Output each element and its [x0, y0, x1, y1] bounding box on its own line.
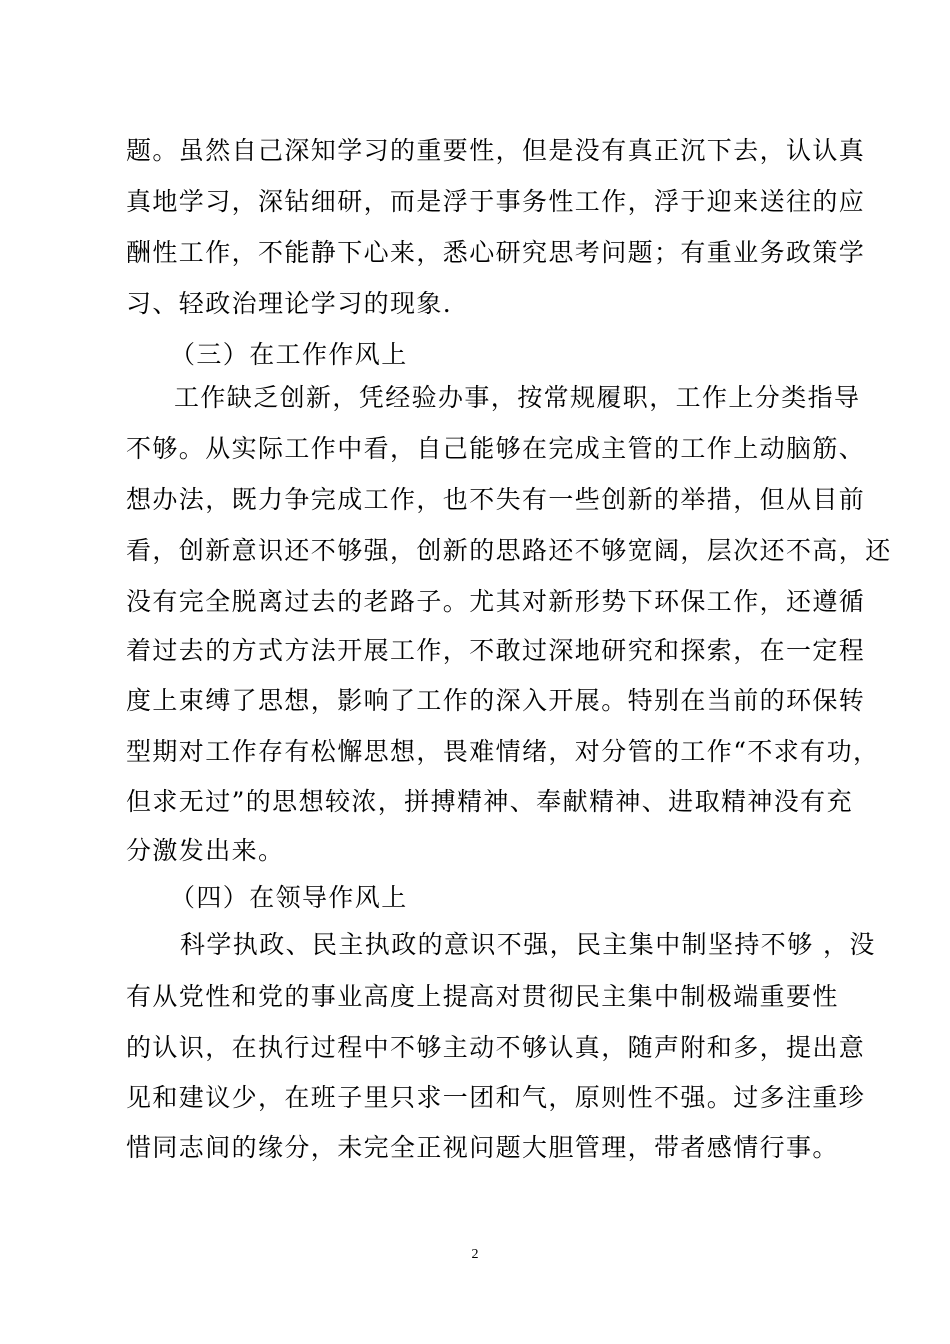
section-heading: （三）在工作作风上	[170, 340, 408, 369]
paragraph-line: 见和建议少，在班子里只求一团和气，原则性不强。过多注重珍	[126, 1083, 866, 1112]
paragraph-line: 真地学习，深钻细研，而是浮于事务性工作，浮于迎来送往的应	[126, 187, 866, 216]
paragraph-line: 题。虽然自己深知学习的重要性，但是没有真正沉下去，认认真	[126, 136, 866, 165]
paragraph-line: 分激发出来。	[126, 836, 285, 865]
paragraph-line: 工作缺乏创新，凭经验办事，按常规履职，工作上分类指导	[174, 383, 861, 412]
page-number: 2	[471, 1247, 479, 1262]
paragraph-line: 型期对工作存有松懈思想，畏难情绪，对分管的工作“不求有功，	[126, 737, 880, 766]
paragraph-line: 不够。从实际工作中看，自己能够在完成主管的工作上动脑筋、	[126, 434, 866, 463]
paragraph-line: 看，创新意识还不够强，创新的思路还不够宽阔，层次还不高，还	[126, 536, 892, 565]
paragraph-line: 的认识，在执行过程中不够主动不够认真，随声附和多，提出意	[126, 1033, 866, 1062]
paragraph-line: 惜同志间的缘分，未完全正视问题大胆管理，带者感情行事。	[126, 1133, 839, 1162]
paragraph-line: 没有完全脱离过去的老路子。尤其对新形势下环保工作，还遵循	[126, 587, 866, 616]
section-heading: （四）在领导作风上	[170, 883, 408, 912]
paragraph-line: 想办法，既力争完成工作，也不失有一些创新的举措，但从目前	[126, 485, 866, 514]
paragraph-line: 科学执政、民主执政的意识不强，民主集中制坚持不够 ，没	[180, 930, 876, 959]
paragraph-line: 着过去的方式方法开展工作，不敢过深地研究和探索，在一定程	[126, 636, 866, 665]
paragraph-line: 有从党性和党的事业高度上提高对贯彻民主集中制极端重要性	[126, 982, 839, 1011]
paragraph-line: 但求无过”的思想较浓，拼搏精神、奉献精神、进取精神没有充	[126, 787, 853, 816]
paragraph-line: 度上束缚了思想，影响了工作的深入开展。特别在当前的环保转	[126, 686, 866, 715]
paragraph-line: 习、轻政治理论学习的现象.	[126, 289, 453, 318]
paragraph-line: 酬性工作，不能静下心来，悉心研究思考问题；有重业务政策学	[126, 238, 866, 267]
